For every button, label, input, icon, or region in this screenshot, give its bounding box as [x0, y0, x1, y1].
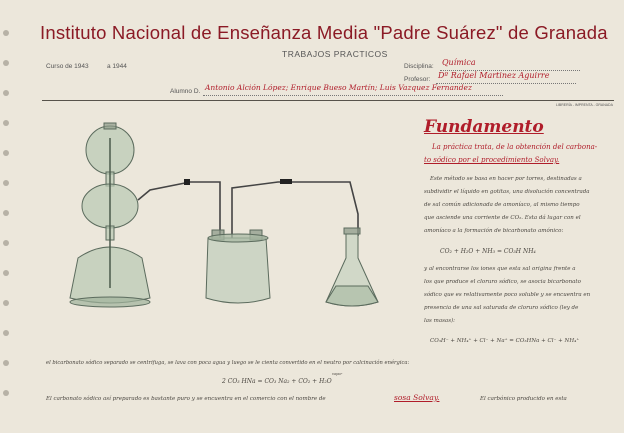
binding-hole [3, 90, 9, 96]
fundamento-p1-line: de sal común adicionada de amoníaco, al mismo tiempo [424, 202, 580, 208]
header-rule [42, 100, 614, 101]
binding-hole [3, 60, 9, 66]
washing-bottle-icon [206, 230, 270, 303]
page-subtitle: TRABAJOS PRACTICOS [282, 49, 388, 59]
course-to: a 1944 [107, 63, 127, 70]
fundamento-intro-1: La práctica trata, de la obtención del carbona- [432, 143, 598, 151]
fundamento-p2-line: y al encontrarse los iones que esta sal origina frente a [424, 266, 576, 272]
conical-flask-icon [326, 228, 378, 306]
professor-value: Dº Rafael Martinez Aguirre [438, 71, 550, 80]
kipp-generator-icon [70, 123, 150, 307]
bottom-line-2a: El carbonato sódico así preparado es bastante puro y se encuentra en el comercio con el nombre de [46, 396, 326, 402]
binding-hole [3, 360, 9, 366]
course-label: Curso de 1943 [46, 63, 89, 70]
binding-hole [3, 120, 9, 126]
equation-calcination: 2 CO₃ HNa = CO₃ Na₂ + CO₂ + H₂O [222, 378, 332, 385]
student-dotline [203, 95, 503, 96]
fundamento-p2-line: los que produce el cloruro sódico, se asocia bicarbonato [424, 279, 581, 285]
fundamento-p1-line: amoníaco a la formación de bicarbonato amónico: [424, 228, 564, 234]
institute-title: Instituto Nacional de Enseñanza Media "Padre Suárez" de Granada [40, 22, 608, 43]
equation-ionic: CO₃H⁻ + NH₄⁺ + Cl⁻ + Na⁺ = CO₃HNa + Cl⁻ + NH₄⁺ [430, 338, 580, 344]
student-value: Antonio Alción López; Enrique Bueso Martín; Luis Vazquez Fernandez [205, 83, 472, 92]
fundamento-intro-2: to sódico por el procedimiento Solvay. [424, 156, 560, 164]
discipline-label: Disciplina: [404, 63, 434, 70]
binding-hole [3, 150, 9, 156]
equation-bicarbonate-ammonium: CO₂ + H₂O + NH₃ = CO₃H NH₄ [440, 248, 536, 255]
fundamento-p1-line: Este método se basa en hacer por torres, destinadas a [430, 176, 582, 182]
bottom-line-1: el bicarbonato sódico separado se centrifuga, se lava con poca agua y luego se le cienta convertido en el neutro por calcinación enérgica: [46, 360, 410, 366]
binding-hole [3, 210, 9, 216]
fundamento-p1-line: que asciende una corriente de CO₂. Esta dá lugar con el [424, 215, 581, 221]
binding-hole [3, 30, 9, 36]
binding-hole [3, 180, 9, 186]
binding-hole [3, 300, 9, 306]
equation-calcination-vapor: vapor [332, 372, 343, 376]
fundamento-p2-line: las masas): [424, 318, 456, 324]
binding-hole [3, 330, 9, 336]
fundamento-p2-line: sódico que es relativamente poco soluble y se encuentra en [424, 292, 591, 298]
bottom-line-2c: El carbónico producido en esta [480, 396, 567, 402]
printer-mark: LIBRERÍA - IMPRENTA - GRANADA [556, 103, 613, 107]
fundamento-heading: Fundamento [424, 117, 544, 137]
binding-holes [3, 0, 13, 433]
fundamento-p2-line: presencia de una sal saturada de cloruro sódico (ley de [424, 305, 579, 311]
student-label: Alumno D. [170, 88, 201, 95]
connecting-tubes [138, 182, 358, 238]
professor-label: Profesor: [404, 76, 431, 83]
bottom-line-2b: sosa Solvay. [394, 393, 440, 402]
binding-hole [3, 270, 9, 276]
binding-hole [3, 240, 9, 246]
solvay-apparatus-illustration [60, 118, 390, 318]
fundamento-p1-line: subdividir el líquido en gotitas, una disolución concentrada [424, 189, 590, 195]
binding-hole [3, 390, 9, 396]
discipline-value: Química [442, 58, 476, 67]
